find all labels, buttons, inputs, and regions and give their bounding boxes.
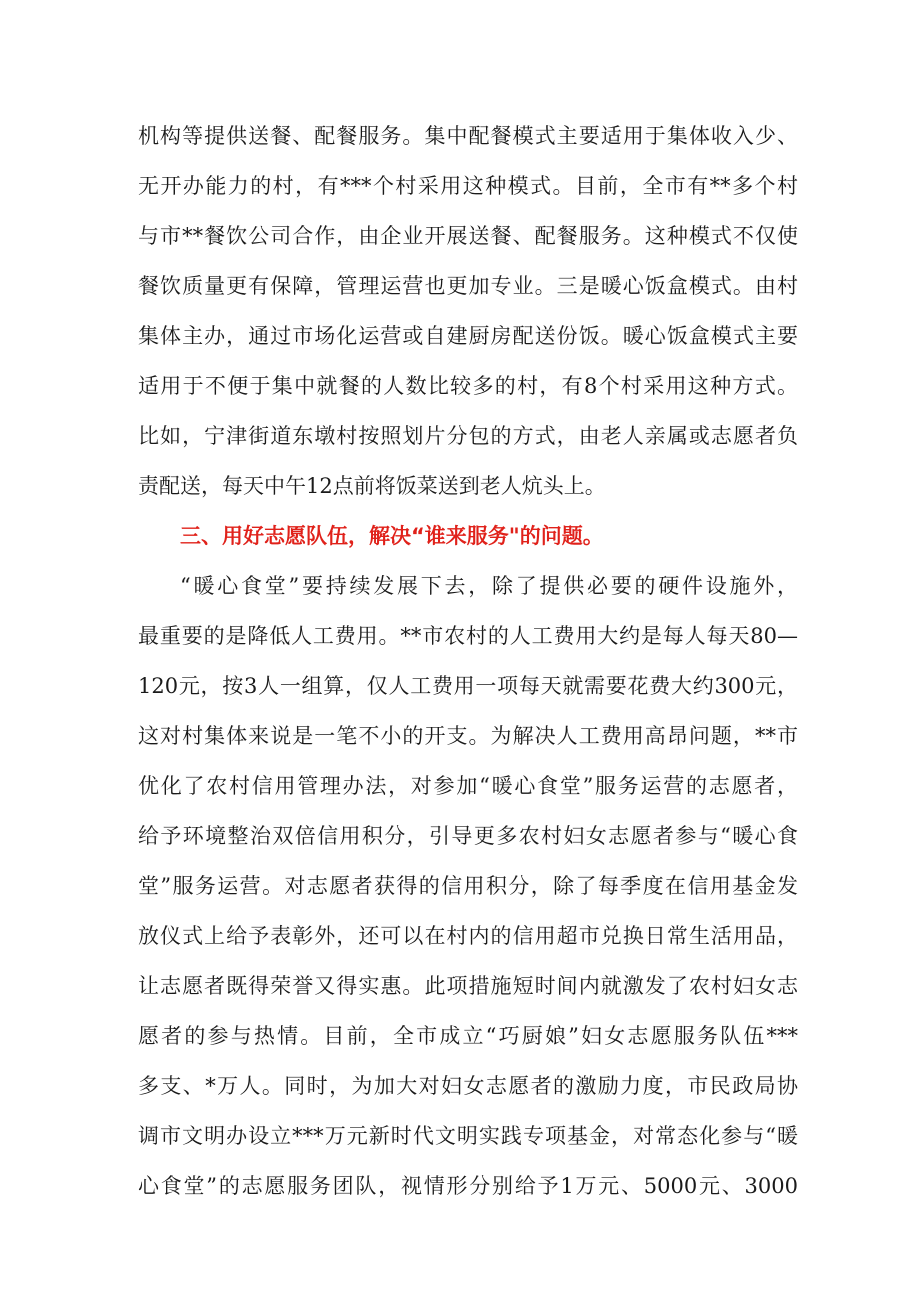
paragraph-2-line-9: 让志愿者既得荣誉又得实惠。此项措施短时间内就激发了农村妇女志	[138, 974, 798, 998]
paragraph-1-line-4: 餐饮质量更有保障，管理运营也更加专业。三是暖心饭盒模式。由村	[138, 274, 798, 298]
paragraph-2-line-1: “暖心食堂”要持续发展下去，除了提供必要的硬件设施外，	[180, 574, 798, 598]
paragraph-2-line-8: 放仪式上给予表彰外，还可以在村内的信用超市兑换日常生活用品，	[138, 924, 798, 948]
paragraph-2-line-12: 调市文明办设立***万元新时代文明实践专项基金，对常态化参与“暖	[138, 1124, 798, 1148]
paragraph-2-line-4: 这对村集体来说是一笔不小的开支。为解决人工费用高昂问题，**市	[138, 724, 798, 748]
paragraph-1-line-7: 比如，宁津街道东墩村按照划片分包的方式，由老人亲属或志愿者负	[138, 424, 798, 448]
paragraph-2-line-13: 心食堂”的志愿服务团队，视情形分别给予1万元、5000元、3000	[138, 1174, 798, 1198]
section-heading: 三、用好志愿队伍，解决“谁来服务"的问题。	[180, 524, 604, 548]
paragraph-1-line-2: 无开办能力的村，有***个村采用这种模式。目前，全市有**多个村	[138, 174, 798, 198]
paragraph-2-line-5: 优化了农村信用管理办法，对参加“暖心食堂”服务运营的志愿者，	[138, 774, 798, 798]
paragraph-1-line-1: 机构等提供送餐、配餐服务。集中配餐模式主要适用于集体收入少、	[138, 124, 798, 148]
paragraph-1-line-8: 责配送，每天中午12点前将饭菜送到老人炕头上。	[138, 474, 606, 498]
paragraph-2-line-11: 多支、*万人。同时，为加大对妇女志愿者的激励力度，市民政局协	[138, 1074, 798, 1098]
paragraph-1-line-6: 适用于不便于集中就餐的人数比较多的村，有8个村采用这种方式。	[138, 374, 798, 398]
paragraph-1-line-5: 集体主办，通过市场化运营或自建厨房配送份饭。暖心饭盒模式主要	[138, 324, 798, 348]
paragraph-2-line-6: 给予环境整治双倍信用积分，引导更多农村妇女志愿者参与“暖心食	[138, 824, 798, 848]
paragraph-2-line-7: 堂”服务运营。对志愿者获得的信用积分，除了每季度在信用基金发	[138, 874, 798, 898]
paragraph-2-line-2: 最重要的是降低人工费用。**市农村的人工费用大约是每人每天80—	[138, 624, 798, 648]
paragraph-2-line-10: 愿者的参与热情。目前，全市成立“巧厨娘”妇女志愿服务队伍***	[138, 1024, 798, 1048]
paragraph-2-line-3: 120元，按3人一组算，仅人工费用一项每天就需要花费大约300元，	[138, 674, 798, 698]
paragraph-1-line-3: 与市**餐饮公司合作，由企业开展送餐、配餐服务。这种模式不仅使	[138, 224, 798, 248]
